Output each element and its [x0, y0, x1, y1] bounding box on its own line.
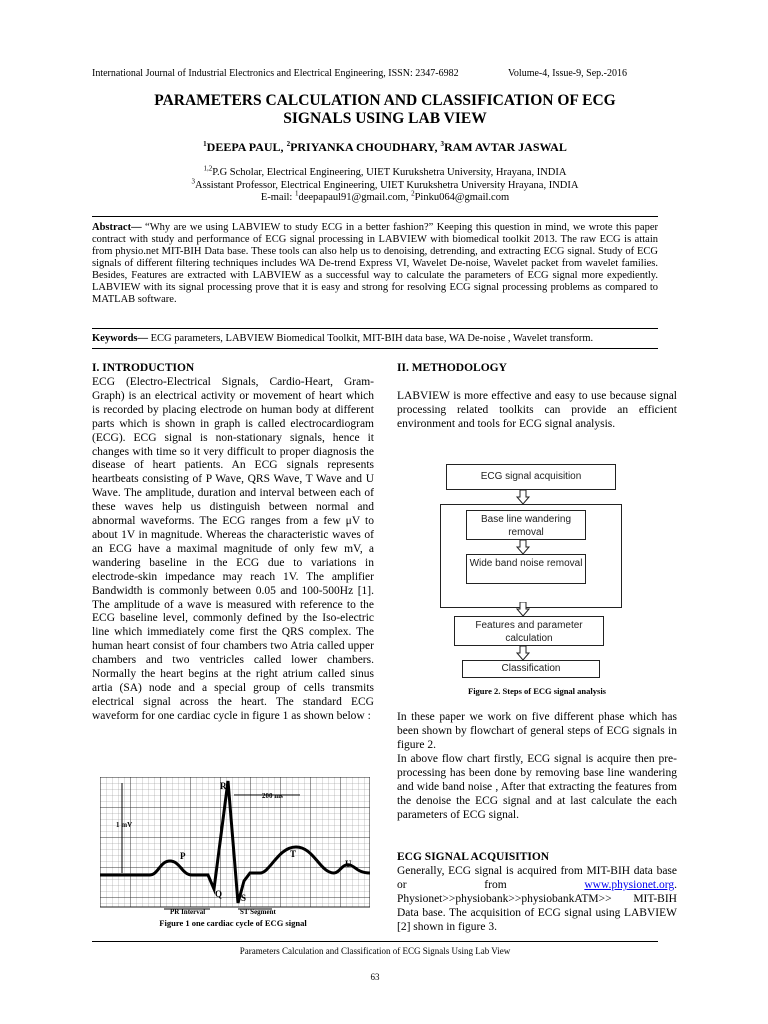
flowchart — [440, 462, 640, 680]
affiliation-2-text: Assistant Professor, Electrical Engineering, UIET Kurukshetra University Hrayana, INDIA — [195, 179, 579, 191]
email-2: Pinku064@gmail.com — [414, 192, 510, 203]
physionet-link[interactable]: www.physionet.org — [584, 878, 675, 891]
keywords-label: Keywords— — [92, 333, 148, 344]
ecg-grid — [100, 777, 370, 907]
affiliation-2 — [60, 177, 710, 193]
footer-divider — [92, 941, 658, 942]
abstract-label: Abstract— — [92, 222, 142, 233]
label-u: U — [345, 859, 352, 869]
phase-paragraph: In these paper we work on five different phase which has been shown by flowchart of general steps of ECG signals in figure 2. — [397, 711, 677, 751]
email-1: deepapaul91@gmail.com, — [298, 192, 412, 203]
ecg-waveform-chart — [100, 777, 370, 917]
label-pr-interval: PR Interval — [170, 908, 206, 916]
volume-header: Volume-4, Issue-9, Sep.-2016 — [508, 68, 627, 79]
flow-step-baseline: Base line wandering removal — [466, 510, 586, 540]
author-3: RAM AVTAR JASWAL — [443, 140, 567, 154]
acquisition-heading: ECG SIGNAL ACQUISITION — [397, 851, 550, 863]
keywords — [92, 333, 658, 345]
label-q: Q — [215, 889, 223, 899]
methodology-text: LABVIEW is more effective and easy to use because signal processing related toolkits can provide an efficient environment and tools for ECG signal analysis. — [397, 390, 677, 430]
label-r: R — [220, 781, 227, 791]
label-t: T — [290, 849, 297, 859]
affiliation-2-sup: 3 — [191, 177, 196, 185]
email-line — [60, 189, 710, 205]
flow-step-acquisition: ECG signal acquisition — [446, 464, 616, 490]
running-title: Parameters Calculation and Classification of ECG Signals Using Lab View — [239, 946, 511, 956]
flow-arrow-1 — [516, 490, 530, 504]
acquisition-text — [397, 865, 677, 935]
label-st-segment: ST Segment — [240, 908, 276, 916]
intro-heading: I. INTRODUCTION — [92, 362, 195, 374]
divider-bottom — [92, 348, 658, 349]
label-1mv: 1 mV — [116, 821, 133, 829]
title-line-1: PARAMETERS CALCULATION AND CLASSIFICATION OF ECG — [154, 92, 616, 109]
flow-arrow-3 — [516, 602, 530, 616]
acquisition-text-before: Generally, ECG signal is acquired from MIT-BIH data base or from — [397, 865, 677, 891]
divider-top — [92, 216, 658, 217]
affiliation-1-sup: 1,2 — [203, 164, 213, 173]
label-p: P — [180, 851, 186, 861]
figure-2-caption: Figure 2. Steps of ECG signal analysis — [468, 686, 606, 696]
methodology-heading: II. METHODOLOGY — [397, 362, 507, 374]
author-2-sup: 2 — [286, 140, 291, 148]
author-3-sup: 3 — [440, 140, 444, 148]
label-s: S — [241, 893, 247, 903]
figure-1-caption: Figure 1 one cardiac cycle of ECG signal — [159, 918, 307, 928]
abstract — [92, 222, 658, 306]
page-number: 63 — [370, 972, 380, 982]
flow-step-classification: Classification — [462, 660, 600, 678]
flow-arrow-4 — [516, 646, 530, 660]
ecg-figure — [100, 777, 370, 917]
affiliation-1 — [60, 164, 710, 180]
paper-title — [60, 92, 710, 128]
author-list — [60, 140, 710, 155]
intro-text: ECG (Electro-Electrical Signals, Cardio-Heart, Gram- Graph) is an electrical activity or movement of heart which is recorded by placing electrode on human body at different parts which is shown in graph is called electrocardiogram (ECG). ECG signal is non-stationary signals, hence it changes with time so it very difficult to proper diagnosis the disease of heart patients. An ECG signals represents heartbeats consisting of P Wave, QRS Wave, T Wave and U Wave. The amplitude, duration and interval between each of these waves help us distinguish between normal and abnormal waveforms. The ECG ranges from a few μV to about 1V in magnitude. Whereas the characteristic waves of an ECG have a maximal magnitude of only few mV, a wandering baseline in the ECG due to variations in electrode-skin impedance may reach 1V. The amplifier Bandwidth is commonly between 0.05 and 100-500Hz [1]. The amplitude of a wave is measured with reference to the ECG baseline level, commonly defined by the Iso-electric line which immediately come first the QRS complex. The human heart consist of four chambers two Atria called upper chambers and two ventricles called lower chambers. Normally the heart begins at the right atrium called sinus artia (SA) node and a special group of cells transmits electrical signal across the heart. The standard ECG waveform for one cardiac cycle in figure 1 as shown below : — [92, 376, 374, 722]
flow-step-features: Features and parameter calculation — [454, 616, 604, 646]
keywords-text: ECG parameters, LABVIEW Biomedical Toolkit, MIT-BIH data base, WA De-noise , Wavelet transform. — [148, 333, 594, 344]
flowchart-paragraph: In above flow chart firstly, ECG signal is acquire then pre-processing has been done by removing base line wandering and wide band noise , After that extracting the features from the denoise the ECG signal and at last calculate the each parameters of ECG signal. — [397, 753, 677, 821]
author-1-sup: 1 — [203, 140, 207, 148]
acquisition-text-after: . Physionet>>physiobank>>physiobankATM>> MIT-BIH Data base. The acquisition of ECG signal using LABVIEW [2] shown in figure 3. — [397, 878, 677, 933]
author-2: PRIYANKA CHOUDHARY, — [290, 140, 441, 154]
affiliation-1-text: P.G Scholar, Electrical Engineering, UIET Kurukshetra University, Hrayana, INDIA — [212, 167, 567, 178]
title-line-2: SIGNALS USING LAB VIEW — [283, 110, 487, 127]
journal-header: International Journal of Industrial Electronics and Electrical Engineering, ISSN: 2347-6982 — [92, 68, 459, 79]
email-2-sup: 2 — [411, 189, 415, 198]
author-1: DEEPA PAUL, — [206, 140, 287, 154]
flow-step-noise: Wide band noise removal — [466, 554, 586, 584]
email-1-sup: 1 — [294, 189, 299, 198]
abstract-text: “Why are we using LABVIEW to study ECG in a better fashion?” Keeping this question in mind, we wrote this paper contract with study and performance of ECG signal processing in LABVIEW with biomedical toolkit 2013. The raw ECG is attain from physio.net MIT-BIH Data base. These tools can also help us to denoising, detrending, and extracting ECG signal. Study of ECG signals of different filtering techniques includes WA De-trend Express VI, Wavelet De-noise, Wavelet packet from wavelet families. Besides, Features are extracted with LABVIEW as a successful way to calculate the parameters of ECG signal more expediently. LABVIEW with its signal processing prove that it is easy and strong for resolving ECG signal processing problems as compared to MATLAB software. — [92, 222, 658, 305]
email-prefix: E-mail: — [260, 192, 295, 203]
affiliations — [60, 164, 710, 205]
divider-middle — [92, 328, 658, 329]
label-200ms: 200 ms — [262, 792, 283, 800]
flow-arrow-2 — [516, 540, 530, 554]
